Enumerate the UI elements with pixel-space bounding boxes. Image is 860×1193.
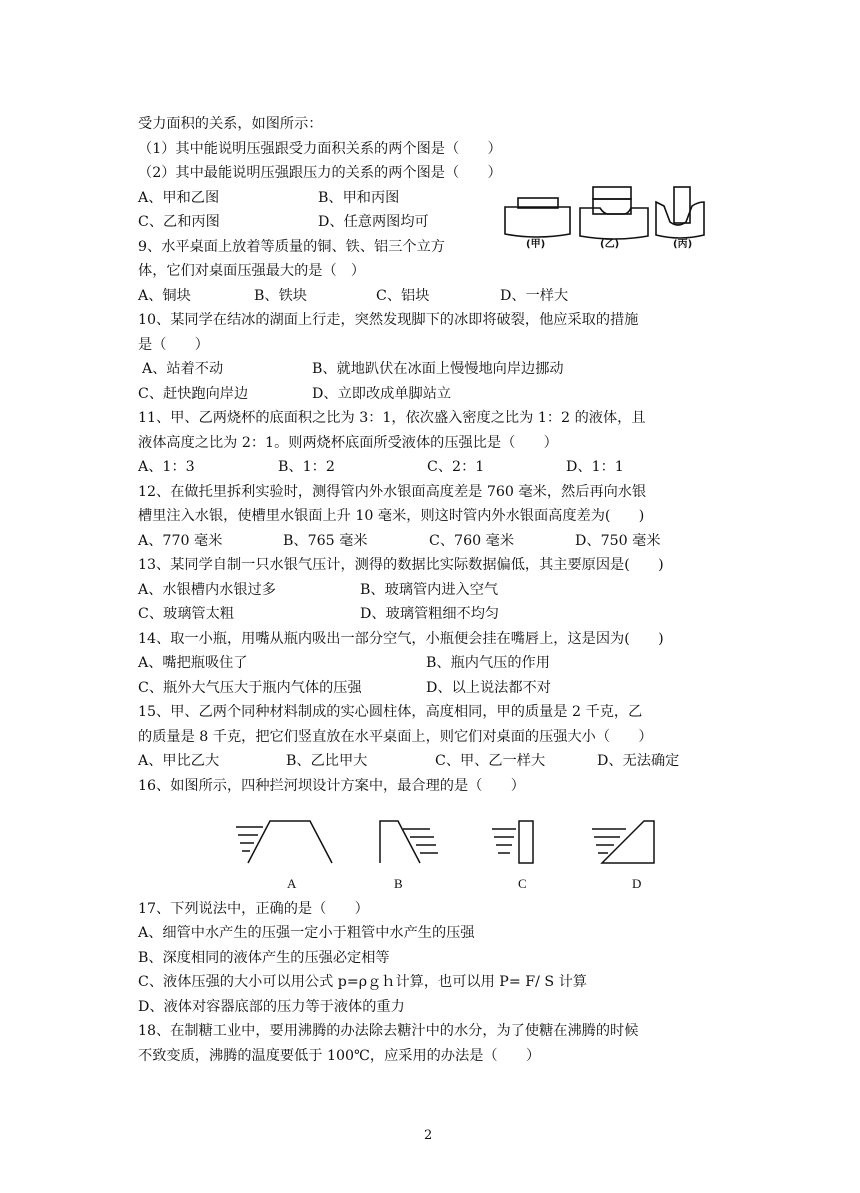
figure-label: A (287, 876, 297, 891)
question-line: 15、甲、乙两个同种材料制成的实心圆柱体，高度相同，甲的质量是 2 千克，乙 (138, 704, 643, 720)
brick-top (593, 187, 631, 199)
option-b: B、深度相同的液体产生的压强必定相等 (138, 950, 390, 966)
option-d: D、以上说法都不对 (426, 680, 551, 696)
option-a: A、站着不动 (142, 361, 224, 377)
option-b: B、瓶内气压的作用 (426, 655, 550, 671)
question-line: 17、下列说法中，正确的是（ ） (138, 901, 369, 917)
question-line: 13、某同学自制一只水银气压计，测得的数据比实际数据偏低，其主要原因是( ) (138, 557, 664, 573)
dam-b (380, 821, 420, 863)
dam-d (602, 821, 654, 863)
option-d: D、一样大 (500, 288, 569, 304)
option-d: D、1：1 (566, 459, 624, 475)
option-b: B、765 毫米 (283, 533, 368, 549)
question-line: 12、在做托里拆利实验时，测得管内外水银面高度差是 760 毫米，然后再向水银 (138, 484, 647, 500)
dam-c (519, 821, 533, 863)
option-b: B、甲和丙图 (318, 190, 400, 206)
question-line: 10、某同学在结冰的湖面上行走，突然发现脚下的冰即将破裂，他应采取的措施 (138, 312, 639, 328)
question-line: 体，它们对桌面压强最大的是（ ） (138, 263, 366, 279)
question-line: 槽里注入水银，使槽里水银面上升 10 毫米，则这时管内外水银面高度差为( ) (138, 508, 645, 524)
figure-label: (丙) (673, 239, 693, 250)
option-b: B、铁块 (254, 288, 307, 304)
option-c: C、液体压强的大小可以用公式 p=ρｇｈ计算，也可以用 P= F/ S 计算 (138, 974, 587, 990)
option-d: D、750 毫米 (575, 533, 661, 549)
option-b: B、就地趴伏在冰面上慢慢地向岸边挪动 (312, 361, 564, 377)
option-d: D、液体对容器底部的压力等于液体的重力 (138, 999, 405, 1015)
option-a: A、水银槽内水银过多 (138, 582, 276, 598)
option-d: D、玻璃管粗细不均匀 (360, 606, 500, 622)
option-c: C、玻璃管太粗 (138, 606, 234, 622)
option-c: C、2：1 (427, 459, 485, 475)
sponge-jia (505, 207, 570, 237)
question-line: （2）其中最能说明压强跟压力的关系的两个图是（ ） (138, 165, 502, 181)
figure-label: C (518, 876, 527, 891)
question-line: 16、如图所示，四种拦河坝设计方案中，最合理的是（ ） (138, 778, 525, 794)
option-b: B、1：2 (278, 459, 335, 475)
option-c: C、铝块 (376, 288, 430, 304)
option-b: B、玻璃管内进入空气 (360, 582, 499, 598)
figure-label: (乙) (600, 239, 620, 250)
option-a: A、甲比乙大 (138, 753, 220, 769)
dam-design-figure (230, 815, 670, 870)
figure-label: (甲) (526, 239, 546, 250)
option-c: C、760 毫米 (429, 533, 515, 549)
option-d: D、无法确定 (597, 753, 680, 769)
sponge-bing (656, 202, 704, 238)
option-a: A、770 毫米 (138, 533, 223, 549)
option-d: D、任意两图均可 (318, 214, 429, 230)
question-line: （1）其中能说明压强跟受力面积关系的两个图是（ ） (138, 141, 502, 157)
option-a: A、细管中水产生的压强一定小于粗管中水产生的压强 (138, 925, 475, 941)
option-c: C、乙和丙图 (138, 214, 220, 230)
question-line: 液体高度之比为 2：1。则两烧杯底面所受液体的压强比是（ ） (138, 435, 558, 451)
figure-label: B (394, 876, 403, 891)
page-number: 2 (424, 1128, 433, 1143)
option-d: D、立即改成单脚站立 (312, 386, 452, 402)
question-line: 14、取一小瓶，用嘴从瓶内吸出一部分空气，小瓶便会挂在嘴唇上，这是因为( ) (138, 631, 664, 647)
text-line: 受力面积的关系，如图所示： (138, 116, 323, 132)
question-line: 的质量是 8 千克，把它们竖直放在水平桌面上，则它们对桌面的压强大小（ ） (138, 729, 653, 745)
option-c: C、赶快跑向岸边 (138, 386, 249, 402)
option-c: C、甲、乙一样大 (435, 753, 546, 769)
question-line: 11、甲、乙两烧杯的底面积之比为 3：1，依次盛入密度之比为 1：2 的液体，且 (138, 410, 646, 426)
option-c: C、瓶外大气压大于瓶内气体的压强 (138, 680, 362, 696)
question-line: 不致变质，沸腾的温度要低于 100℃，应采用的办法是（ ） (138, 1048, 541, 1064)
option-a: A、甲和乙图 (138, 190, 220, 206)
question-line: 是（ ） (138, 337, 209, 353)
option-a: A、嘴把瓶吸住了 (138, 655, 248, 671)
option-a: A、铜块 (138, 288, 191, 304)
figure-label: D (632, 876, 642, 891)
option-b: B、乙比甲大 (286, 753, 368, 769)
brick-bottom (593, 199, 631, 214)
question-line: 9、水平桌面上放着等质量的铜、铁、铝三个立方 (138, 239, 445, 255)
option-a: A、1：3 (138, 459, 195, 475)
question-line: 18、在制糖工业中，要用沸腾的办法除去糖汁中的水分，为了使糖在沸腾的时候 (138, 1023, 639, 1039)
